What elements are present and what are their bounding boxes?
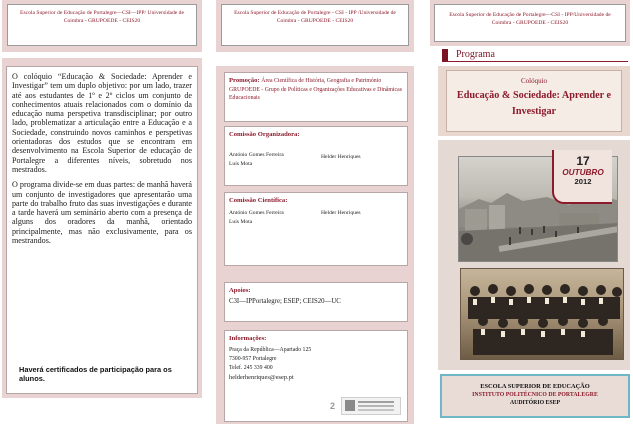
organizing-committee [224,126,408,186]
scientific-title: Comissão Científica: [229,197,288,204]
venue-auditorium: AUDITÓRIO ESEP [509,400,561,406]
support-title: Apoios: [229,287,251,294]
promotion-group: GRUPOEDE - Grupo de Políticas e Organizações Educativas e Dinâmicas Educacionais [229,87,402,101]
info-title: Informações: [229,335,267,342]
date-month: OUTUBRO [562,168,604,177]
panel2-header-text: Escola Superior de Educação de Portalegre - CSI - IPP /Universidade de Coimbra - GRUPOEDE - CEIS20 [234,10,396,24]
date-badge [552,150,612,204]
venue-box [440,374,630,418]
promotion-section [224,72,408,122]
event-title: Educação & Sociedade: Aprender e Investigar [456,90,612,117]
info-postcode: 7300-957 Portalegre [229,356,277,362]
panel1-text [12,72,192,245]
logo-lines-icon [358,401,394,403]
logo-icon [345,400,355,411]
group-photo [460,268,624,360]
intro-paragraph: O colóquio “Educação & Sociedade: Aprender e Investigar” tem um duplo objetivo: por um lado, trazer até aos estudantes de 1º e 2º ciclos um conjunto de conhecimentos atuais relacionados com o domínio da educação numa perspetiva transdisciplinar; por outro lado, problematizar a articulação entre a Educação e a Sociedade, construindo novos caminhos e perspetivas orientadoras dos estudos que se encontram em desenvolvimento na Escola Superior de educação de Portalegre a diferentes níveis, sobretudo nos mestrados. [12,72,192,174]
scientific-committee [224,192,408,266]
date-year: 2012 [574,177,592,186]
venue-institute: INSTITUTO POLITÉCNICO DE PORTALEGRE [472,392,598,398]
page-number: 2 [330,401,336,411]
program-paragraph: O programa divide-se em duas partes: de manhã haverá um conjunto de investigadores que apresentarão uma parte do trabalho fruto das suas investigações e durante a tarde haverá um seminário aberto com a presença de alguns dos oradores da manhã, orientado principalmente, mas não exclusivamente, para os mestrandos. [12,180,192,246]
org-member: Luís Mota [229,161,253,167]
info-email[interactable]: helderhenriques@esep.pt [229,374,294,381]
certificate-note: Haverá certificados de participação para os alunos. [19,365,172,383]
org-member: António Gomes Ferreira [229,152,284,158]
sponsor-logos [341,397,401,415]
panel1-body [6,66,198,394]
venue-school: ESCOLA SUPERIOR DE EDUCAÇÃO [480,383,590,390]
sci-member: Helder Henriques [321,210,361,216]
panel3-header-text: Escola Superior de Educação de Portalegre—CSI - IPP/Universidade de Coimbra - GRUPOEDE - CEIS20 [449,12,611,26]
organizing-title: Comissão Organizadora: [229,131,300,138]
panel3-header [434,4,626,42]
group-photo-image [461,269,624,360]
panel1-header-text: Escola Superior de Educação de Portalegre—CSI—IPP/ Universidade de Coimbra - GRUPOEDE - CEIS20 [20,10,184,24]
sci-member: Luís Mota [229,219,253,225]
org-member: Helder Henriques [321,154,361,160]
info-address: Praça da República—Apartado 125 [229,347,312,353]
coloquio-label: Colóquio [520,77,548,85]
programa-bar [442,49,628,62]
info-phone: Telef. 245 339 400 [229,365,273,371]
promotion-label: Promoção: [229,77,260,84]
panel2-header [221,4,409,46]
sci-member: António Gomes Ferreira [229,210,284,216]
panel1-header [7,4,197,46]
programa-marker [442,49,448,61]
date-day: 17 [576,154,590,168]
info-section [224,330,408,422]
promotion-area: Área Científica de História, Geografia e Património [261,78,382,84]
programa-label: Programa [456,49,495,60]
title-box [446,70,622,132]
support-text: C3I—IPPortalegre; ESEP; CEIS20—UC [229,298,341,305]
support-section [224,282,408,322]
